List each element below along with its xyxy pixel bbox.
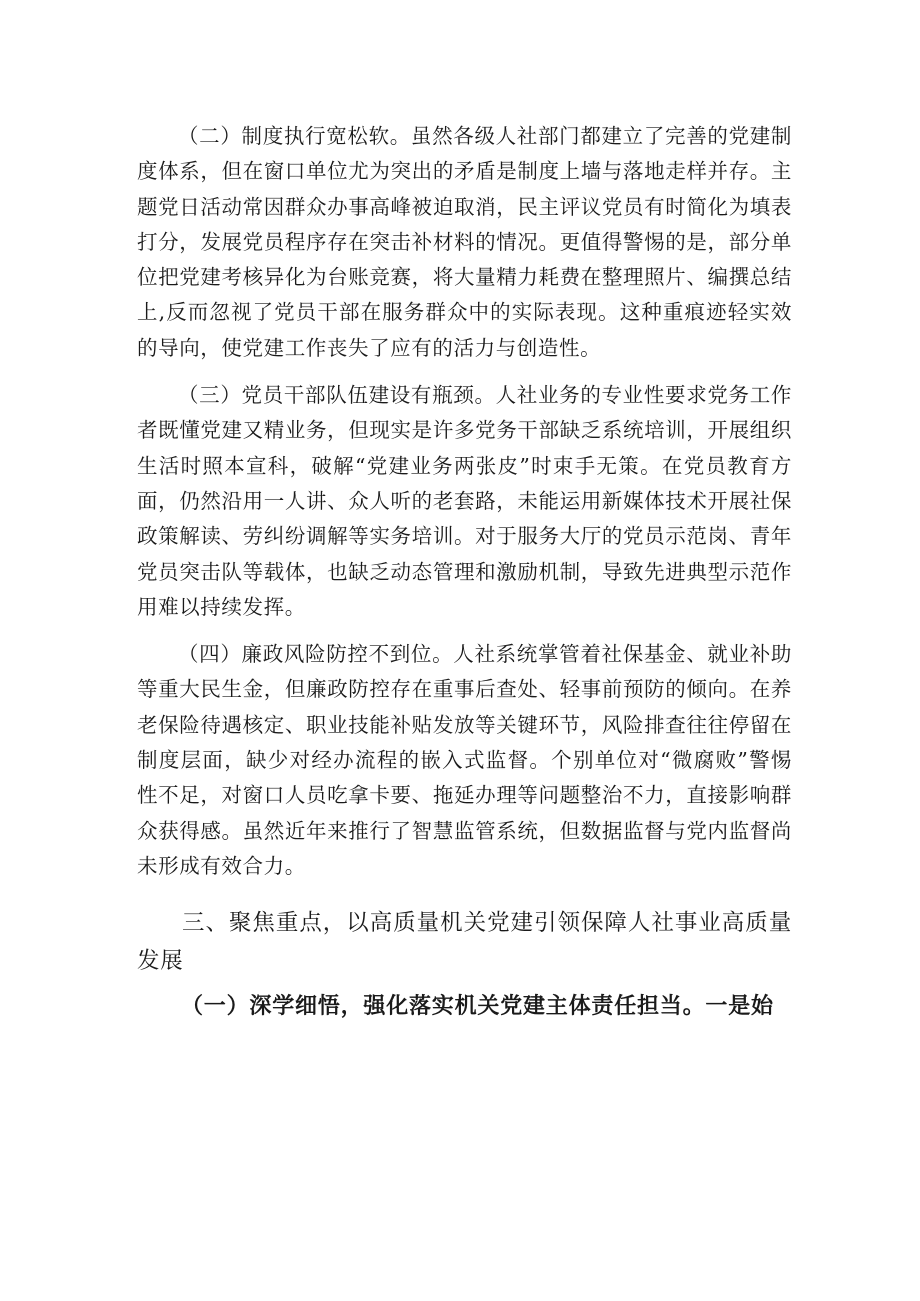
section-heading: 三、聚焦重点，以高质量机关党建引领保障人社事业高质量发展 xyxy=(137,910,792,975)
paragraph-integrity-risk: （四）廉政风险防控不到位。人社系统掌管着社保基金、就业补助等重大民生金，但廉政防控存在重事后查处、轻事前预防的倾向。在养老保险待遇核定、职业技能补贴发放等关键环节，风险排查往往停留在制度层面，缺少对经办流程的嵌入式监督。个别单位对“微腐败”警惕性不足，对窗口人员吃拿卡要、拖延办理等问题整治不力，直接影响群众获得感。虽然近年来推行了智慧监管系统，但数据监督与党内监督尚未形成有效合力。 xyxy=(137,642,792,878)
document-body xyxy=(137,119,792,1026)
subsection-heading: （一）深学细悟，强化落实机关党建主体责任担当。一是始 xyxy=(181,994,774,1020)
paragraph-cadre-team: （三）党员干部队伍建设有瓶颈。人社业务的专业性要求党务工作者既懂党建又精业务，但现实是许多党务干部缺乏系统培训，开展组织生活时照本宣科，破解“党建业务两张皮”时束手无策。在党员教育方面，仍然沿用一人讲、众人听的老套路，未能运用新媒体技术开展社保政策解读、劳纠纷调解等实务培训。对于服务大厅的党员示范岗、青年党员突击队等载体，也缺乏动态管理和激励机制，导致先进典型示范作用难以持续发挥。 xyxy=(137,383,792,619)
paragraph-institution-execution: （二）制度执行宽松软。虽然各级人社部门都建立了完善的党建制度体系，但在窗口单位尤为突出的矛盾是制度上墙与落地走样并存。主题党日活动常因群众办事高峰被迫取消，民主评议党员有时简化为填表打分，发展党员程序存在突击补材料的情况。更值得警惕的是，部分单位把党建考核异化为台账竞赛，将大量精力耗费在整理照片、编撰总结上,反而忽视了党员干部在服务群众中的实际表现。这种重痕迹轻实效的导向，使党建工作丧失了应有的活力与创造性。 xyxy=(137,124,792,360)
